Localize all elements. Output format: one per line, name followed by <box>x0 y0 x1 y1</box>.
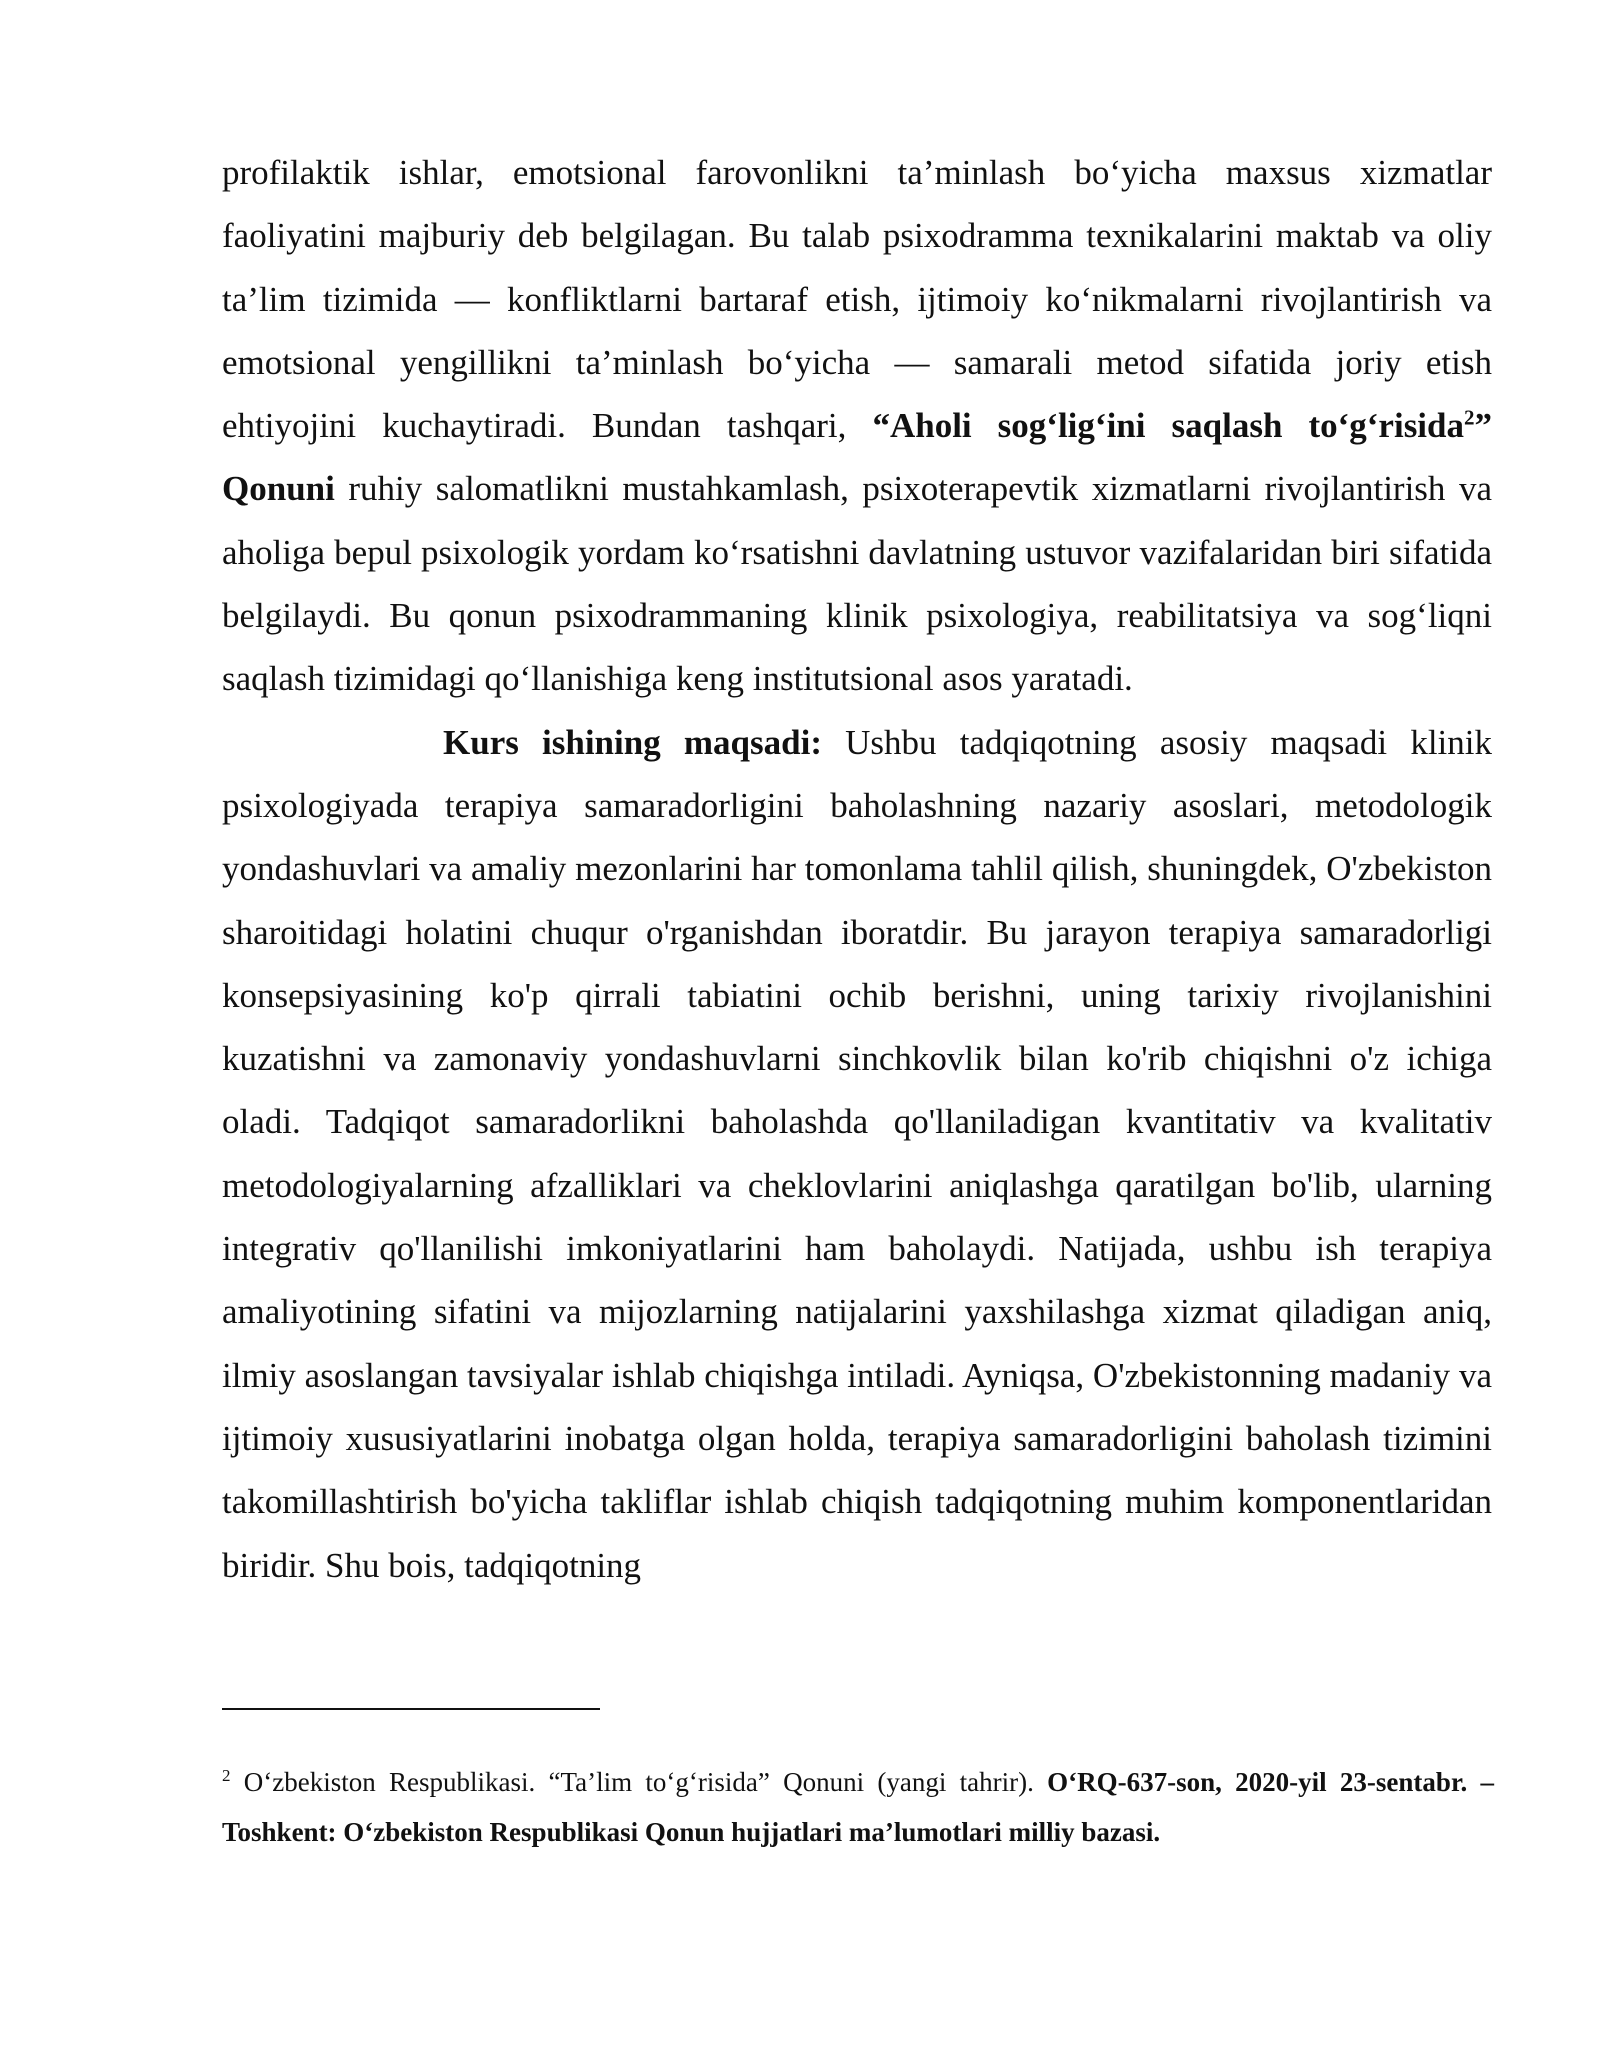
paragraph-1-text: profilaktik ishlar, emotsional farovonlikni ta’minlash bo‘yicha maxsus xizmatlar faoliyatini majburiy deb belgilagan. Bu talab psixodramma texnikalarini maktab va oliy ta’lim tizimida — konfliktlarni bartaraf etish, ijtimoiy ko‘nikmalarni rivojlantirish va emotsional yengillikni ta’minlash bo‘yicha — samarali metod sifatida joriy etish ehtiyojini kuchaytiradi. Bundan tashqari, <box>222 153 1492 446</box>
paragraph-1 <box>222 141 1492 711</box>
footnote-text <box>222 1757 1494 1857</box>
footnote-bold-text: O‘RQ-637-son, 2020-yil 23-sentabr. – Toshkent: O‘zbekiston Respublikasi Qonun hujjatlari ma’lumotlari milliy bazasi. <box>222 1767 1494 1847</box>
footnote-reference[interactable]: 2 <box>1464 405 1475 430</box>
footnote-number: 2 <box>222 1766 231 1785</box>
footnote-plain-text: O‘zbekiston Respublikasi. “Ta’lim to‘g‘risida” Qonuni (yangi tahrir). <box>230 1767 1048 1797</box>
footnote <box>222 1757 1494 1857</box>
paragraph-1-text-continued: ruhiy salomatlikni mustahkamlash, psixoterapevtik xizmatlarni rivojlantirish va aholiga bepul psixologik yordam ko‘rsatishni davlatning ustuvor vazifalaridan biri sifatida belgilaydi. Bu qonun psixodrammaning klinik psixologiya, reabilitatsiya va sog‘liqni saqlash tizimidagi qo‘llanishiga keng institutsional asos yaratadi. <box>222 469 1492 699</box>
law-title: “Aholi sog‘lig‘ini saqlash to‘g‘risida$^2$” Qonuni <box>222 405 1493 509</box>
main-text <box>222 141 1492 1597</box>
paragraph-2 <box>222 711 1492 1597</box>
footnote-separator <box>222 1708 600 1710</box>
section-heading: Kurs ishining maqsadi: <box>443 722 822 762</box>
paragraph-2-text: Ushbu tadqiqotning asosiy maqsadi klinik psixologiyada terapiya samaradorligini baholashning nazariy asoslari, metodologik yondashuvlari va amaliy mezonlarini har tomonlama tahlil qilish, shuningdek, O'zbekiston sharoitidagi holatini chuqur o'rganishdan iboratdir. Bu jarayon terapiya samaradorligi konsepsiyasining ko'p qirrali tabiatini ochib berishni, uning tarixiy rivojlanishini kuzatishni va zamonaviy yondashuvlarni sinchkovlik bilan ko'rib chiqishni o'z ichiga oladi. Tadqiqot samaradorlikni baholashda qo'llaniladigan kvantitativ va kvalitativ metodologiyalarning afzalliklari va cheklovlarini aniqlashga qaratilgan bo'lib, ularning integrativ qo'llanilishi imkoniyatlarini ham baholaydi. Natijada, ushbu ish terapiya amaliyotining sifatini va mijozlarning natijalarini yaxshilashga xizmat qiladigan aniq, ilmiy asoslangan tavsiyalar ishlab chiqishga intiladi. Ayniqsa, O'zbekistonning madaniy va ijtimoiy xususiyatlarini inobatga olgan holda, terapiya samaradorligini baholash tizimini takomillashtirish bo'yicha takliflar ishlab chiqish tadqiqotning muhim komponentlaridan biridir. Shu bois, tadqiqotning <box>222 722 1493 1585</box>
